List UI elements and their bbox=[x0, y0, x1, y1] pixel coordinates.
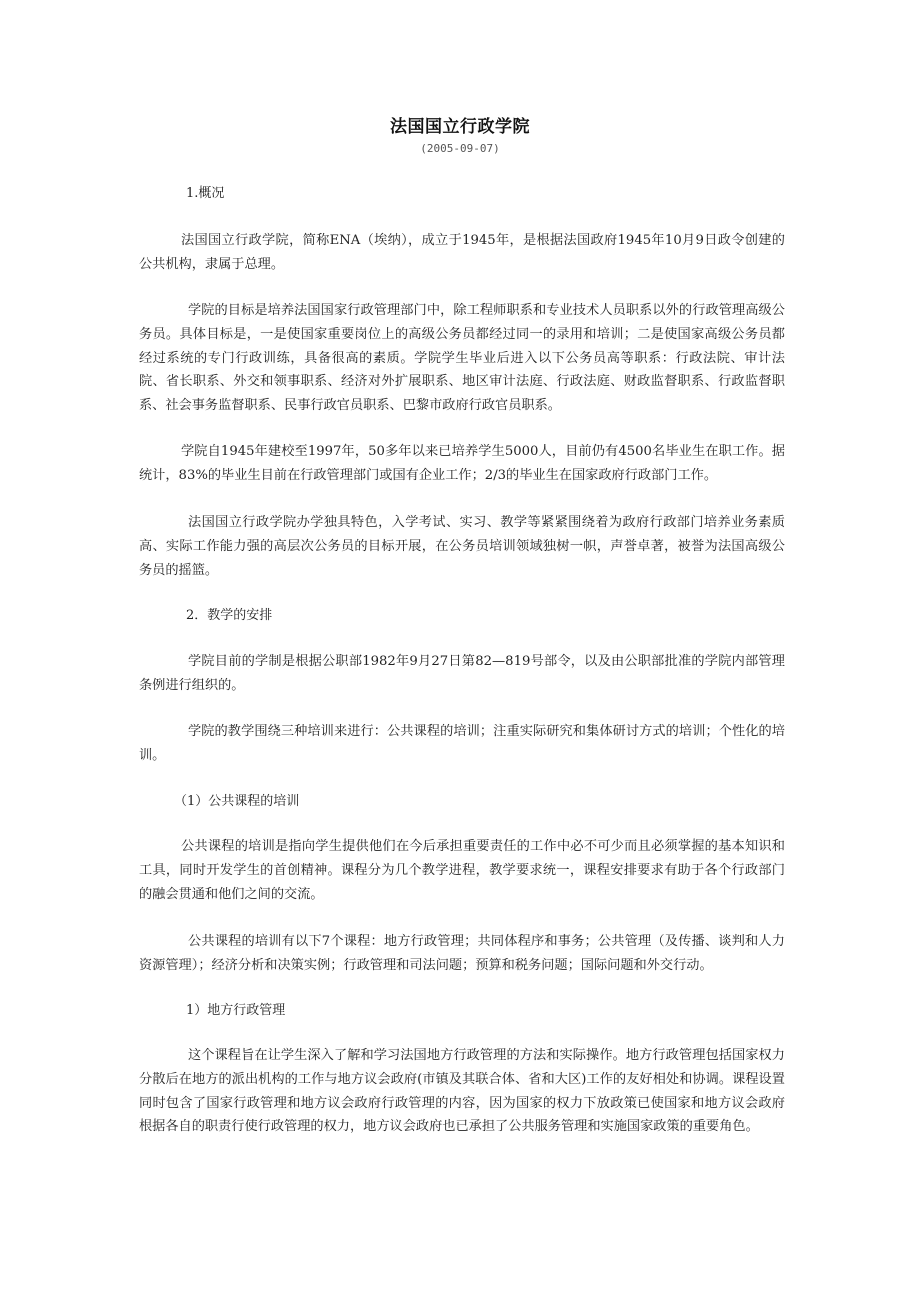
section-heading-overview: 1.概况 bbox=[186, 186, 225, 201]
paragraph-4: 法国国立行政学院办学独具特色，入学考试、实习、教学等紧紧围绕着为政府行政部门培养业务素质高、实际工作能力强的高层次公务员的目标开展，在公务员培训领域独树一帜，声誉卓著，被誉为法国高级公务员的摇篮。 bbox=[139, 515, 785, 578]
section-heading-public-course: （1）公共课程的培训 bbox=[174, 794, 300, 809]
paragraph-7: 公共课程的培训是指向学生提供他们在今后承担重要责任的工作中必不可少而且必须掌握的基本知识和工具，同时开发学生的首创精神。课程分为几个教学进程，教学要求统一，课程安排要求有助于各个行政部门的融会贯通和他们之间的交流。 bbox=[139, 839, 785, 902]
paragraph-5: 学院目前的学制是根据公职部1982年9月27日第82—819号部令，以及由公职部批准的学院内部管理条例进行组织的。 bbox=[139, 654, 785, 693]
document-title: 法国国立行政学院 bbox=[390, 117, 530, 137]
paragraph-2: 学院的目标是培养法国国家行政管理部门中，除工程师职系和专业技术人员职系以外的行政管理高级公务员。具体目标是，一是使国家重要岗位上的高级公务员都经过同一的录用和培训；二是使国家高级公务员都经过系统的专门行政训练，具备很高的素质。学院学生毕业后进入以下公务员高等职系：行政法院、审计法院、省长职系、外交和领事职系、经济对外扩展职系、地区审计法庭、行政法庭、财政监督职系、行政监督职系、社会事务监督职系、民事行政官员职系、巴黎市政府行政官员职系。 bbox=[139, 303, 785, 414]
paragraph-9: 这个课程旨在让学生深入了解和学习法国地方行政管理的方法和实际操作。地方行政管理包括国家权力分散后在地方的派出机构的工作与地方议会政府(市镇及其联合体、省和大区)工作的友好相处和协调。课程设置同时包含了国家行政管理和地方议会政府行政管理的内容，因为国家的权力下放政策已使国家和地方议会政府根据各自的职责行使行政管理的权力，地方议会政府也已承担了公共服务管理和实施国家政策的重要角色。 bbox=[139, 1048, 785, 1135]
section-heading-teaching: 2．教学的安排 bbox=[186, 608, 273, 623]
paragraph-3: 学院自1945年建校至1997年，50多年以来已培养学生5000人，目前仍有4500名毕业生在职工作。据统计，83%的毕业生目前在行政管理部门或国有企业工作；2/3的毕业生在国家政府行政部门工作。 bbox=[139, 444, 785, 483]
publish-date: (2005-09-07) bbox=[420, 142, 500, 155]
section-heading-local-admin: 1）地方行政管理 bbox=[186, 1003, 286, 1018]
paragraph-1: 法国国立行政学院，简称ENA（埃纳），成立于1945年，是根据法国政府1945年10月9日政令创建的公共机构，隶属于总理。 bbox=[139, 233, 785, 272]
paragraph-6: 学院的教学围绕三种培训来进行：公共课程的培训；注重实际研究和集体研讨方式的培训；个性化的培训。 bbox=[139, 724, 785, 763]
paragraph-8: 公共课程的培训有以下7个课程：地方行政管理；共同体程序和事务；公共管理（及传播、谈判和人力资源管理）；经济分析和决策实例；行政管理和司法问题；预算和税务问题；国际问题和外交行动。 bbox=[139, 934, 785, 973]
